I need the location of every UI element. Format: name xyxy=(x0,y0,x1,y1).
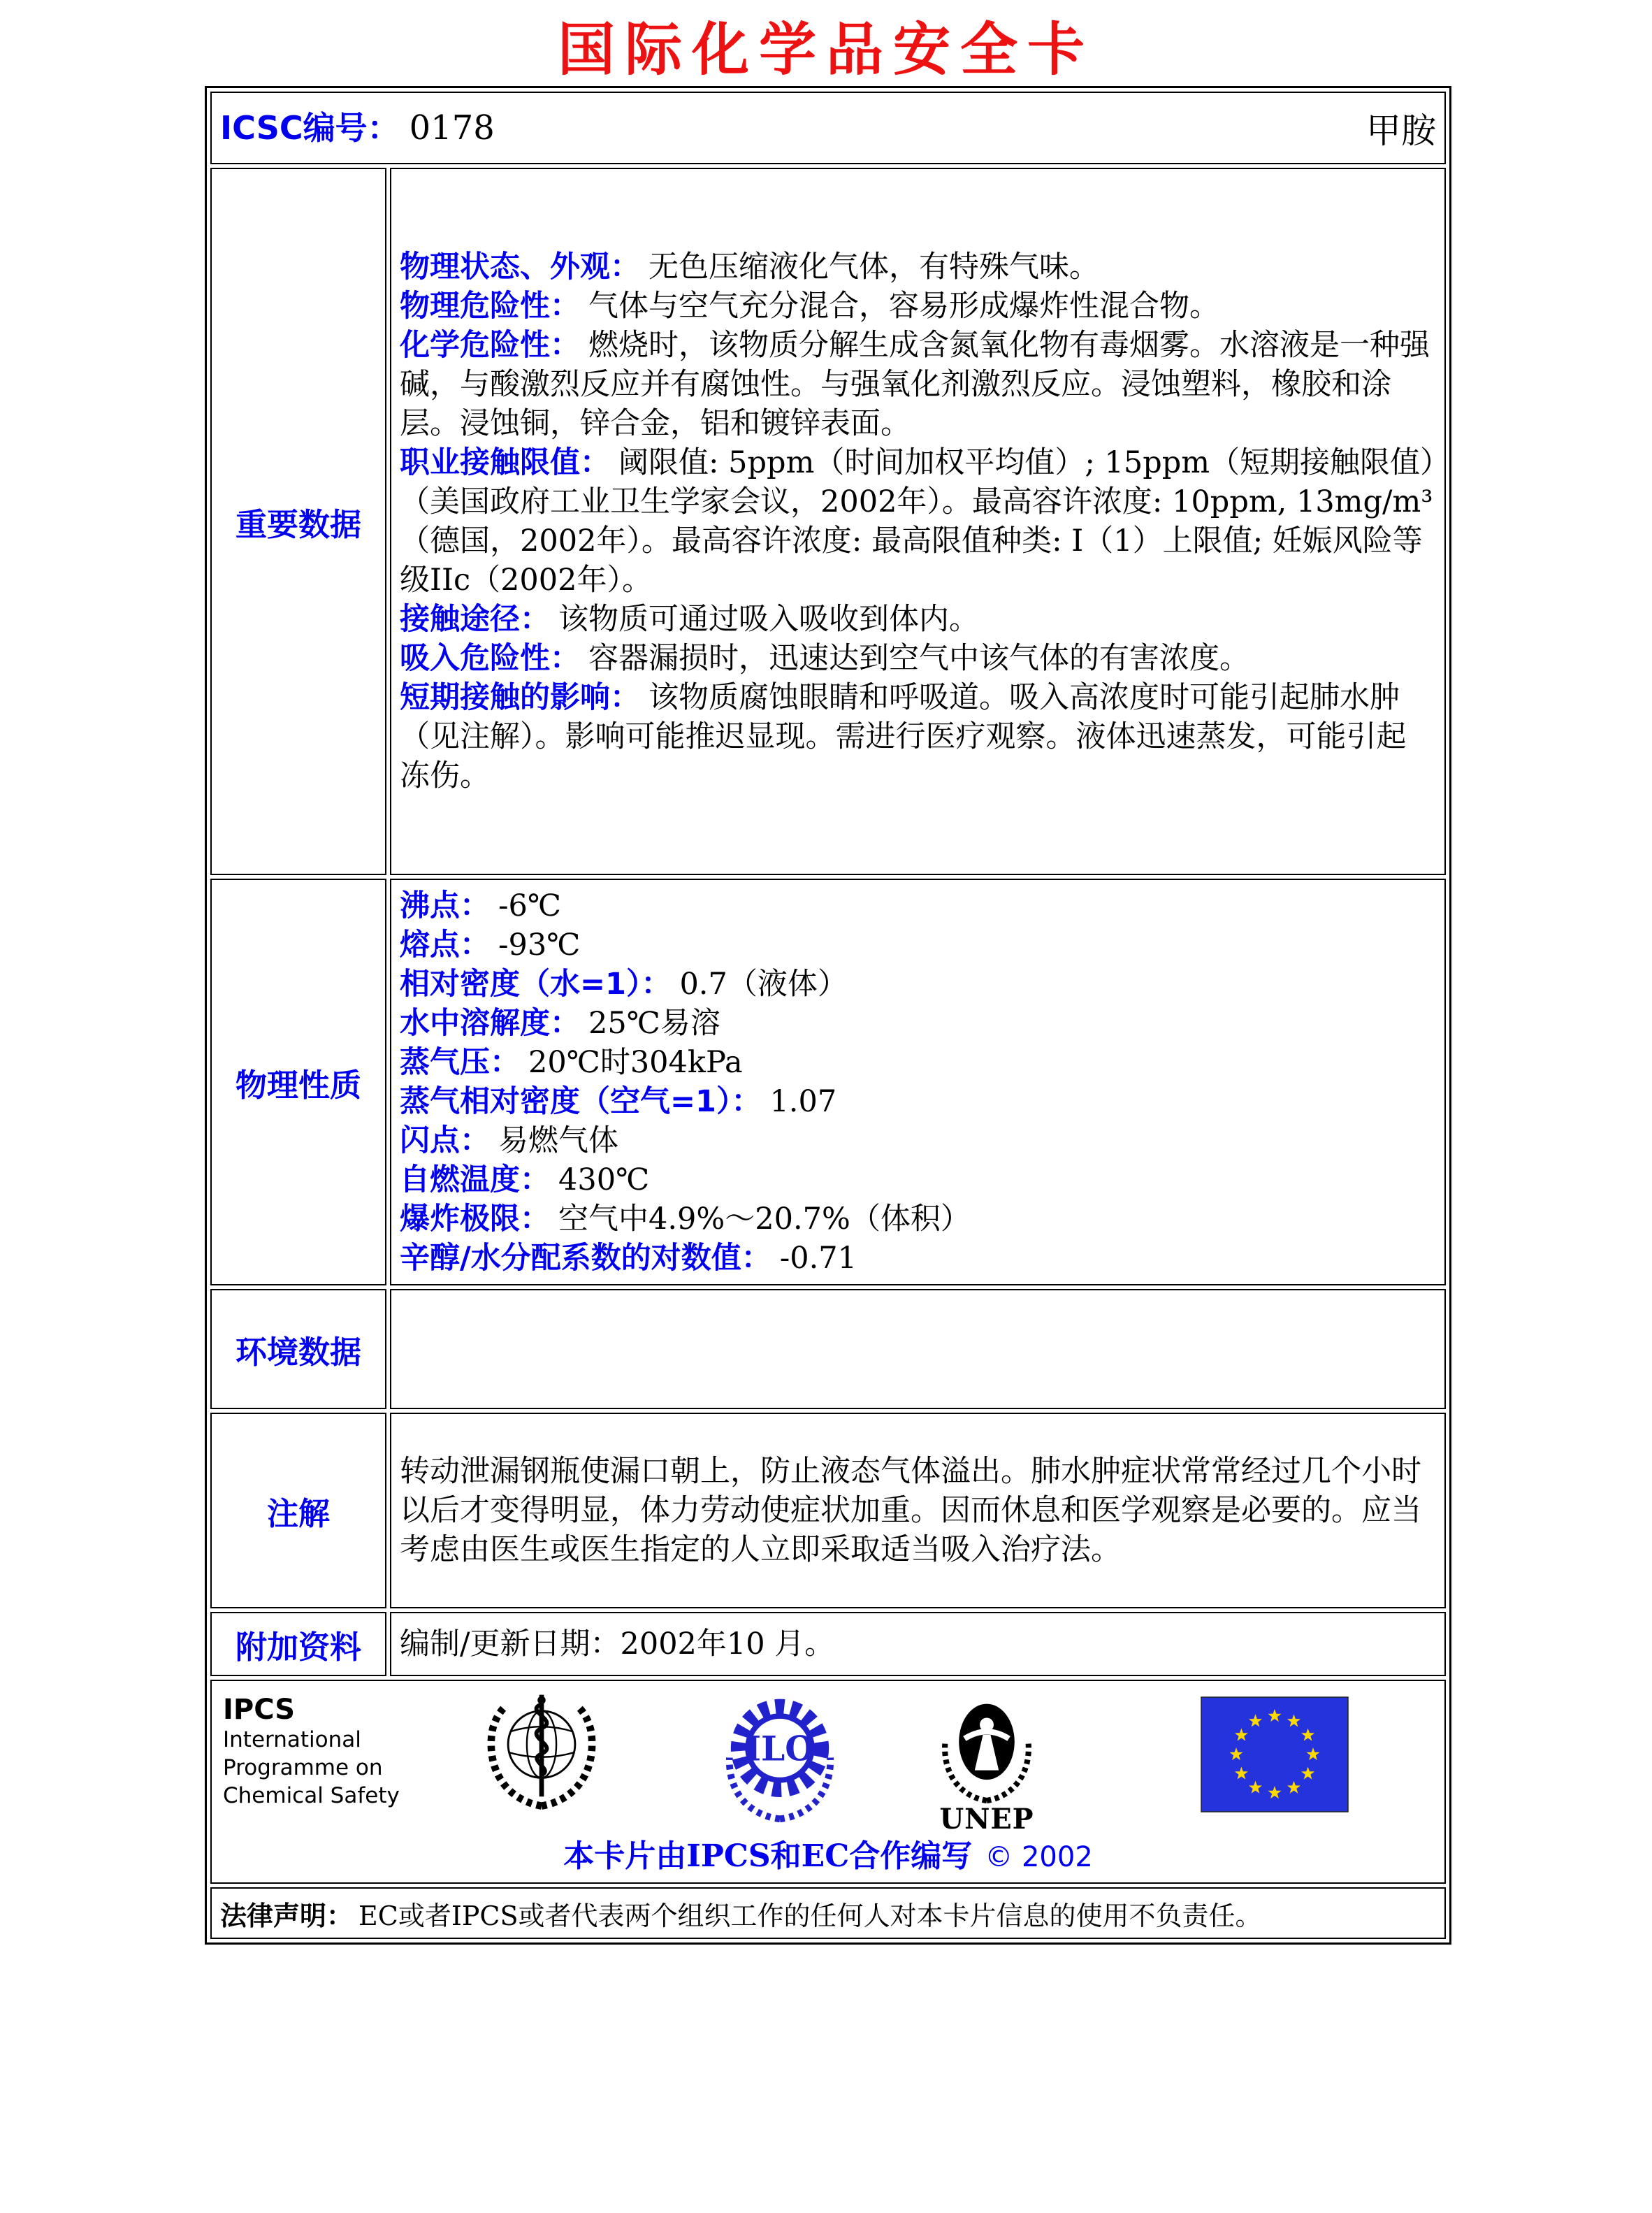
data-item xyxy=(400,886,1436,925)
field-value: 20℃时304kPa xyxy=(528,1045,743,1080)
field-label: 水中溶解度： xyxy=(400,1006,580,1041)
legal-row xyxy=(210,1887,1446,1939)
page-title: 国际化学品安全卡 xyxy=(557,16,1094,83)
ipcs-acronym: IPCS xyxy=(223,1694,296,1726)
field-value: 430℃ xyxy=(558,1162,650,1197)
row-label-notes: 注解 xyxy=(210,1413,386,1608)
logos-row xyxy=(220,1688,1436,1833)
header-row xyxy=(210,92,1446,164)
data-item xyxy=(400,1160,1436,1199)
field-label: 短期接触的影响： xyxy=(400,680,640,715)
row-label-environmental-data: 环境数据 xyxy=(210,1289,386,1409)
data-item xyxy=(400,639,1436,678)
field-label: 沸点： xyxy=(400,888,490,923)
data-item xyxy=(400,1082,1436,1121)
field-value: -93℃ xyxy=(498,928,581,963)
field-label: 熔点： xyxy=(400,928,490,963)
row-label-important-data: 重要数据 xyxy=(210,168,386,875)
data-item xyxy=(400,1004,1436,1043)
field-label: 化学危险性： xyxy=(400,328,580,363)
field-value: 空气中4.9%～20.7%（体积） xyxy=(558,1202,971,1237)
field-value: 1.07 xyxy=(769,1084,837,1119)
field-label: 接触途径： xyxy=(400,602,550,637)
data-item xyxy=(400,1239,1436,1278)
ilo-logo-text: ILO xyxy=(745,1729,815,1769)
field-value: -6℃ xyxy=(498,888,561,923)
data-item xyxy=(400,287,1436,326)
caption-text: 本卡片由IPCS和EC合作编写 xyxy=(563,1838,973,1874)
ipcs-line: Programme on xyxy=(223,1755,383,1780)
field-value: 该物质可通过吸入吸收到体内。 xyxy=(558,602,979,637)
field-label: 闪点： xyxy=(400,1123,490,1158)
data-item xyxy=(400,925,1436,965)
data-item xyxy=(400,1121,1436,1160)
data-item xyxy=(400,1199,1436,1239)
row-label-physical-properties: 物理性质 xyxy=(210,879,386,1285)
ilo-logo-icon xyxy=(710,1689,850,1826)
legal-text: EC或者IPCS或者代表两个组织工作的任何人对本卡片信息的使用不负责任。 xyxy=(358,1900,1262,1931)
important-data-content xyxy=(390,168,1446,875)
notes-content: 转动泄漏钢瓶使漏口朝上，防止液态气体溢出。肺水肿症状常常经过几个小时以后才变得明显，体力劳动使症状加重。因而休息和医学观察是必要的。应当考虑由医生或医生指定的人立即采取适当吸入治疗法。 xyxy=(390,1413,1446,1608)
field-value: 无色压缩液化气体，有特殊气味。 xyxy=(649,250,1099,284)
field-value: 该物质腐蚀眼睛和呼吸道。吸入高浓度时可能引起肺水肿（见注解）。影响可能推迟显现。需进行医疗观察。液体迅速蒸发，可能引起冻伤。 xyxy=(400,680,1407,793)
icsc-card xyxy=(205,86,1451,1945)
field-label: 爆炸极限： xyxy=(400,1202,550,1237)
data-item xyxy=(400,443,1436,600)
chemical-name: 甲胺 xyxy=(1366,110,1436,151)
field-label: 蒸气压： xyxy=(400,1045,520,1080)
data-item xyxy=(400,600,1436,639)
icsc-table xyxy=(205,86,1451,1945)
icsc-number-label: ICSC编号： xyxy=(220,109,400,147)
legal-label: 法律声明： xyxy=(220,1900,354,1931)
eu-flag-icon xyxy=(1201,1696,1349,1812)
additional-info-content: 编制/更新日期：2002年10 月。 xyxy=(390,1612,1446,1676)
footer-caption xyxy=(220,1831,1436,1875)
unep-logo-icon xyxy=(928,1688,1045,1833)
unep-logo-text: UNEP xyxy=(939,1803,1034,1833)
field-label: 辛醇/水分配系数的对数值： xyxy=(400,1241,771,1276)
icsc-number-value: 0178 xyxy=(409,108,495,147)
data-item xyxy=(400,326,1436,443)
field-value: 容器漏损时，迅速达到空气中该气体的有害浓度。 xyxy=(588,641,1249,676)
field-label: 物理危险性： xyxy=(400,289,580,324)
data-item xyxy=(400,247,1436,287)
field-label: 物理状态、外观： xyxy=(400,250,640,284)
field-value: 阈限值: 5ppm（时间加权平均值）; 15ppm（短期接触限值）（美国政府工业卫生学家会议，2002年）。最高容许浓度: 10ppm, 13mg/m³（德国，2002年）。最高容许浓度: 最高限值种类: I（1）上限值; 妊娠风险等级IIc（2002年）。 xyxy=(400,445,1435,598)
field-value: 易燃气体 xyxy=(498,1123,618,1158)
field-value: 0.7（液体） xyxy=(679,967,848,1002)
ipcs-text-block xyxy=(223,1694,422,1810)
data-item xyxy=(400,1043,1436,1082)
field-label: 相对密度（水=1）： xyxy=(400,967,672,1002)
field-label: 职业接触限值： xyxy=(400,445,610,480)
row-label-additional-info: 附加资料 xyxy=(210,1612,386,1676)
data-item xyxy=(400,678,1436,795)
ipcs-line: Chemical Safety xyxy=(223,1783,400,1808)
caption-copyright: © 2002 xyxy=(985,1841,1093,1873)
who-logo-icon xyxy=(478,1689,605,1817)
data-item xyxy=(400,965,1436,1004)
field-label: 蒸气相对密度（空气=1）： xyxy=(400,1084,762,1119)
field-value: 25℃易溶 xyxy=(588,1006,720,1041)
field-value: -0.71 xyxy=(779,1241,857,1276)
field-value: 气体与空气充分混合，容易形成爆炸性混合物。 xyxy=(588,289,1219,324)
physical-properties-content xyxy=(390,879,1446,1285)
field-value: 燃烧时，该物质分解生成含氮氧化物有毒烟雾。水溶液是一种强碱，与酸激烈反应并有腐蚀性。与强氧化剂激烈反应。浸蚀塑料，橡胶和涂层。浸蚀铜，锌合金，铝和镀锌表面。 xyxy=(400,328,1430,441)
field-label: 吸入危险性： xyxy=(400,641,580,676)
field-label: 自燃温度： xyxy=(400,1162,550,1197)
environmental-data-content xyxy=(390,1289,1446,1409)
organizations-row xyxy=(210,1680,1446,1884)
ipcs-line: International xyxy=(223,1727,361,1752)
